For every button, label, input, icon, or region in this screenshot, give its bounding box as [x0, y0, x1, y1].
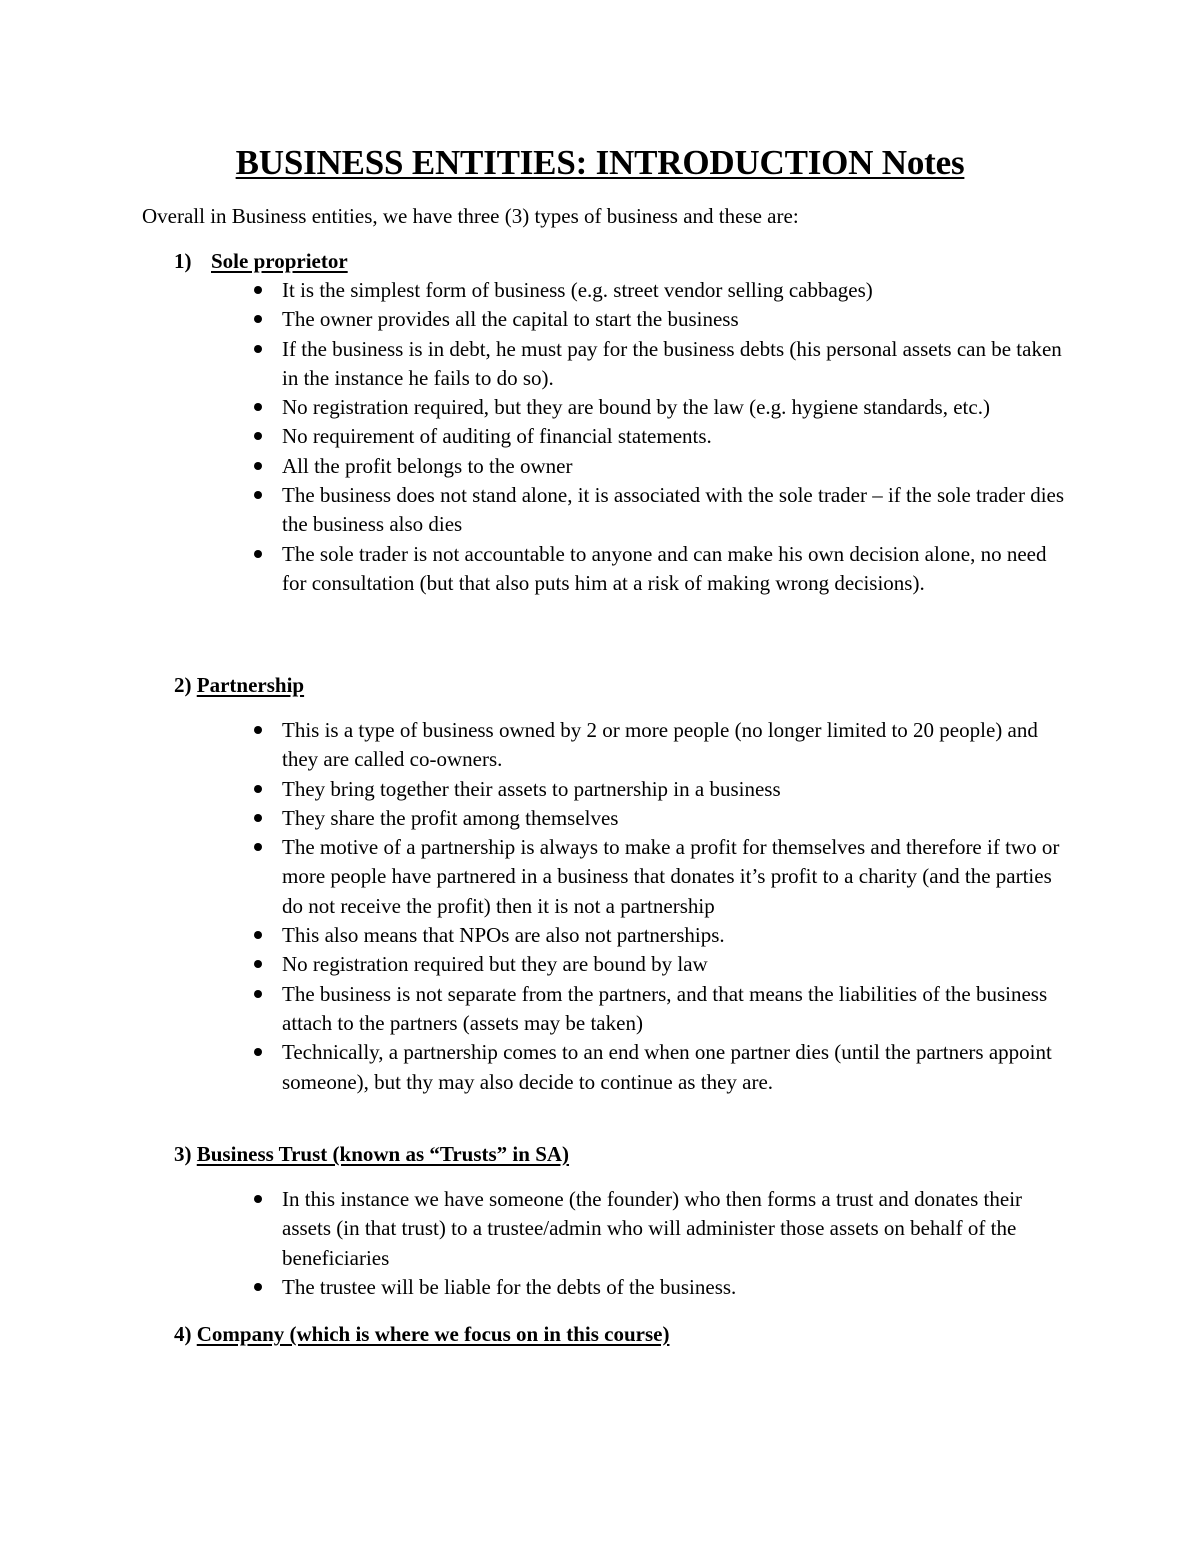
section-heading-business-trust — [174, 1140, 569, 1169]
bullet-icon — [254, 286, 262, 294]
list-item: The owner provides all the capital to start the business — [0, 305, 1072, 334]
list-item: The trustee will be liable for the debts of the business. — [0, 1273, 1072, 1302]
sole-proprietor-list — [0, 276, 1200, 598]
business-trust-list — [0, 1185, 1200, 1302]
list-item: The business is not separate from the partners, and that means the liabilities of the business attach to the partners (assets may be taken) — [0, 980, 1072, 1039]
section-heading-company — [174, 1320, 669, 1349]
bullet-icon — [254, 345, 262, 353]
section-number: 3) — [174, 1142, 192, 1166]
bullet-icon — [254, 1048, 262, 1056]
list-item: They bring together their assets to partnership in a business — [0, 775, 1072, 804]
bullet-icon — [254, 1195, 262, 1203]
list-item: This also means that NPOs are also not partnerships. — [0, 921, 1072, 950]
bullet-icon — [254, 814, 262, 822]
section-heading-sole-proprietor — [174, 247, 348, 276]
list-item: They share the profit among themselves — [0, 804, 1072, 833]
bullet-icon — [254, 960, 262, 968]
section-number: 2) — [174, 673, 192, 697]
list-item: No requirement of auditing of financial statements. — [0, 422, 1072, 451]
bullet-icon — [254, 931, 262, 939]
section-heading-partnership — [174, 671, 304, 700]
list-item: The business does not stand alone, it is associated with the sole trader – if the sole trader dies the business also dies — [0, 481, 1072, 540]
section-title: Business Trust (known as “Trusts” in SA) — [196, 1142, 570, 1166]
list-item: This is a type of business owned by 2 or more people (no longer limited to 20 people) and they are called co-owners. — [0, 716, 1072, 775]
bullet-icon — [254, 462, 262, 470]
list-item: No registration required but they are bound by law — [0, 950, 1072, 979]
intro-paragraph: Overall in Business entities, we have three (3) types of business and these are: — [142, 204, 799, 228]
section-title: Sole proprietor — [211, 249, 348, 273]
section-number: 1) — [174, 249, 192, 273]
section-title: Company (which is where we focus on in this course) — [196, 1322, 670, 1346]
list-item: It is the simplest form of business (e.g. street vendor selling cabbages) — [0, 276, 1072, 305]
list-item: If the business is in debt, he must pay for the business debts (his personal assets can be taken in the instance he fails to do so). — [0, 335, 1072, 394]
bullet-icon — [254, 491, 262, 499]
bullet-icon — [254, 550, 262, 558]
bullet-icon — [254, 990, 262, 998]
partnership-list — [0, 716, 1200, 1097]
bullet-icon — [254, 432, 262, 440]
bullet-icon — [254, 785, 262, 793]
list-item: Technically, a partnership comes to an end when one partner dies (until the partners appoint someone), but thy may also decide to continue as they are. — [0, 1038, 1072, 1097]
list-item: The sole trader is not accountable to anyone and can make his own decision alone, no need for consultation (but that also puts him at a risk of making wrong decisions). — [0, 540, 1072, 599]
list-item: No registration required, but they are bound by the law (e.g. hygiene standards, etc.) — [0, 393, 1072, 422]
section-title: Partnership — [196, 673, 305, 697]
list-item: In this instance we have someone (the founder) who then forms a trust and donates their assets (in that trust) to a trustee/admin who will administer those assets on behalf of the beneficiaries — [0, 1185, 1072, 1273]
document-title: BUSINESS ENTITIES: INTRODUCTION Notes — [235, 143, 965, 182]
bullet-icon — [254, 315, 262, 323]
bullet-icon — [254, 843, 262, 851]
bullet-icon — [254, 403, 262, 411]
bullet-icon — [254, 726, 262, 734]
bullet-icon — [254, 1283, 262, 1291]
list-item: All the profit belongs to the owner — [0, 452, 1072, 481]
list-item: The motive of a partnership is always to make a profit for themselves and therefore if two or more people have partnered in a business that donates it’s profit to a charity (and the parties do not receive the profit) then it is not a partnership — [0, 833, 1072, 921]
section-number: 4) — [174, 1322, 192, 1346]
